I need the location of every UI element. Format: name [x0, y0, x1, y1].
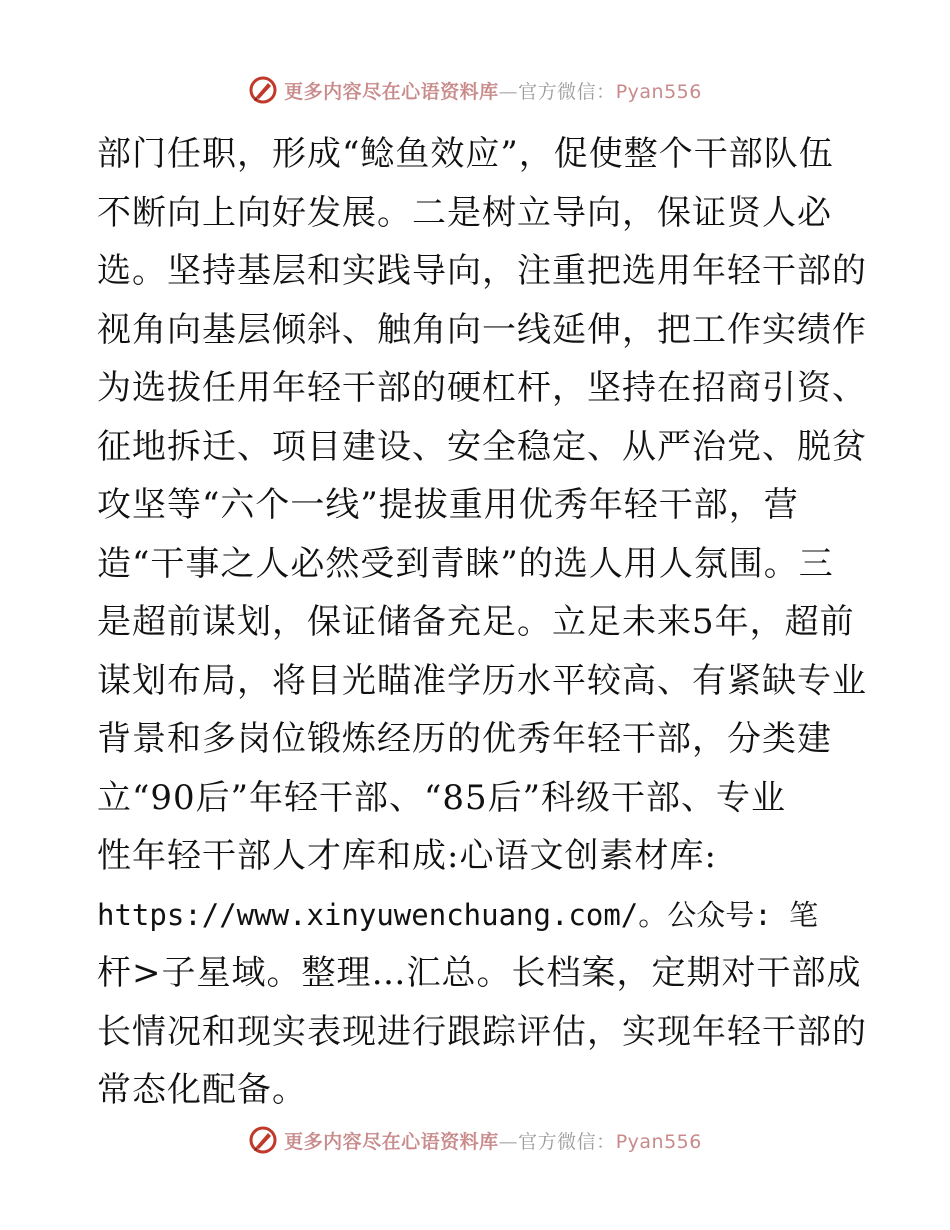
footer-wechat-id: Pyan556 [615, 1130, 702, 1153]
header-banner [0, 70, 950, 110]
text-line: 不断向上向好发展。二是树立导向，保证贤人必 [97, 192, 832, 233]
header-wechat-label: 官方微信： [518, 80, 616, 103]
footer-title: 更多内容尽在心语资料库 [284, 1130, 499, 1153]
text-line: 谋划布局，将目光瞄准学历水平较高、有紧缺专业 [97, 660, 867, 701]
text-line: 部门任职，形成“鲶鱼效应”，促使整个干部队伍 [97, 134, 834, 174]
document-body [97, 125, 867, 1120]
text-line: 长情况和现实表现进行跟踪评估，实现年轻干部的 [97, 1011, 867, 1052]
text-line: 常态化配备。 [97, 1070, 307, 1110]
text-line: 造“干事之人必然受到青睐”的选人用人氛围。三 [97, 543, 834, 584]
text-line: 攻坚等“六个一线”提拔重用优秀年轻干部，营 [97, 485, 799, 525]
pen-circle-logo-icon [248, 75, 278, 105]
text-line: 背景和多岗位锻炼经历的优秀年轻干部，分类建 [97, 719, 832, 759]
header-wechat-id: Pyan556 [615, 80, 702, 103]
pen-circle-logo-icon [248, 1125, 278, 1155]
footer-banner [0, 1120, 950, 1160]
footer-text [284, 1127, 702, 1154]
text-line: 性年轻干部人才库和成:心语文创素材库: [97, 836, 717, 876]
text-line: 为选拔任用年轻干部的硬杠杆，坚持在招商引资、 [97, 368, 867, 408]
text-line: 选。坚持基层和实践导向，注重把选用年轻干部的 [97, 251, 867, 291]
text-line: 是超前谋划，保证储备充足。立足未来5年，超前 [97, 602, 855, 642]
text-line-url: https://www.xinyuwenchuang.com/。公众号: 笔 [97, 897, 819, 932]
footer-wechat-label: 官方微信： [518, 1130, 616, 1153]
header-text [284, 77, 702, 104]
text-line: 立“90后”年轻干部、“85后”科级干部、专业 [97, 777, 787, 818]
text-line: 视角向基层倾斜、触角向一线延伸，把工作实绩作 [97, 309, 867, 350]
text-line: 杆>子星域。整理…汇总。长档案，定期对干部成 [97, 953, 862, 993]
footer-separator: — [498, 1130, 519, 1153]
header-separator: — [498, 80, 519, 103]
text-line: 征地拆迁、项目建设、安全稳定、从严治党、脱贫 [97, 426, 867, 467]
header-title: 更多内容尽在心语资料库 [284, 80, 499, 103]
